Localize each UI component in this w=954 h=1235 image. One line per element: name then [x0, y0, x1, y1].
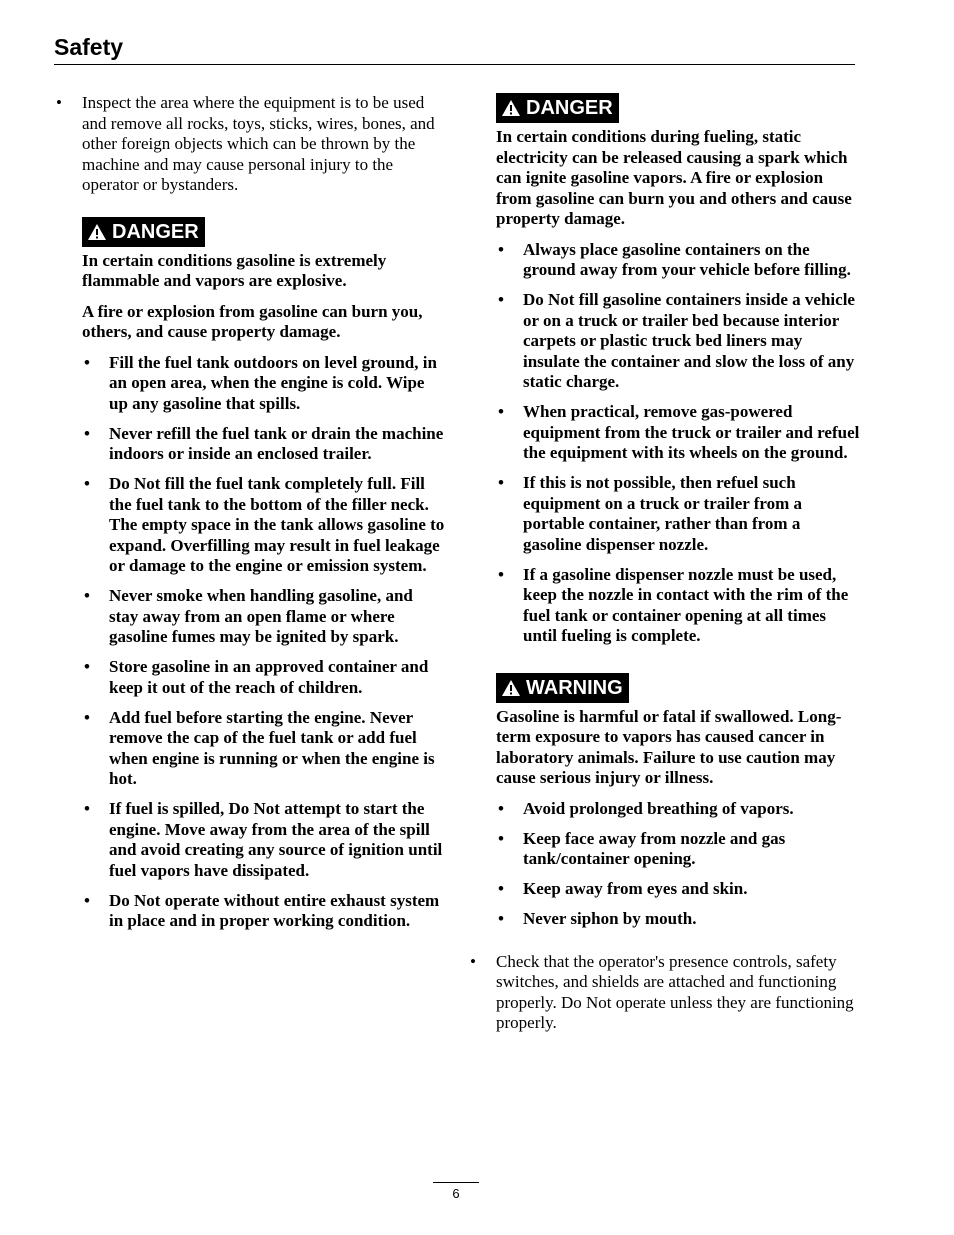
danger-label: DANGER: [526, 97, 613, 119]
list-item: • Do Not operate without entire exhaust system in place and in proper working condition.: [84, 890, 440, 930]
page-title: Safety: [54, 34, 124, 60]
bullet-dot: •: [498, 798, 504, 818]
danger-badge: [496, 93, 619, 123]
bullet-dot: •: [498, 828, 504, 848]
bullet-dot: •: [56, 93, 62, 112]
list-item: • If a gasoline dispenser nozzle must be used, keep the nozzle in contact with the rim of the fuel tank or container opening at all times until fueling is complete.: [498, 564, 849, 645]
list-item: • Keep away from eyes and skin.: [498, 879, 748, 898]
list-item: • Store gasoline in an approved container and keep it out of the reach of children.: [84, 657, 429, 697]
danger-paragraph: In certain conditions during fueling, static electricity can be released causing a spark which can ignite gasoline vapors. A fire or explosion from gasoline can burn you and others and cause property damage.: [496, 127, 852, 228]
list-item: • Never siphon by mouth.: [498, 909, 697, 928]
list-item: • Keep face away from nozzle and gas tank/container opening.: [498, 828, 786, 868]
outro-text: Check that the operator's presence controls, safety switches, and shields are attached and functioning properly. Do Not operate unless they are functioning properly.: [496, 951, 854, 1032]
list-item: • When practical, remove gas-powered equipment from the truck or trailer and refuel the equipment with its wheels on the ground.: [498, 402, 860, 462]
list-item: • Always place gasoline containers on the ground away from your vehicle before filling.: [498, 239, 851, 279]
danger-paragraph: In certain conditions gasoline is extremely flammable and vapors are explosive.: [82, 250, 387, 290]
bullet-dot: •: [498, 564, 504, 584]
danger-label: DANGER: [112, 220, 199, 243]
warning-triangle-icon: [501, 99, 521, 117]
danger-list: [82, 353, 446, 932]
outro-bullet: [470, 952, 860, 1034]
warning-paragraph: Gasoline is harmful or fatal if swallowed. Long-term exposure to vapors has caused cancer in laboratory animals. Failure to use caution may cause serious injury or illness.: [496, 706, 842, 787]
list-item: • If fuel is spilled, Do Not attempt to start the engine. Move away from the area of the spill and avoid creating any source of ignition until fuel vapors have dissipated.: [84, 799, 443, 880]
bullet-dot: •: [84, 890, 90, 910]
danger-section-right: [470, 93, 860, 647]
footer-rule: [433, 1182, 479, 1183]
bullet-dot: •: [84, 423, 90, 443]
bullet-dot: •: [470, 951, 476, 971]
list-item: • Fill the fuel tank outdoors on level ground, in an open area, when the engine is cold. Wipe up any gasoline that spills.: [84, 352, 437, 413]
bullet-dot: •: [498, 239, 504, 259]
list-item: • If this is not possible, then refuel such equipment on a truck or trailer from a portable container, rather than from a gasoline dispenser nozzle.: [498, 473, 803, 554]
list-item: • Do Not fill gasoline containers inside a vehicle or on a truck or trailer bed because interior carpets or plastic truck bed liners may insulate the container and slow the loss of any static charge.: [498, 290, 855, 391]
danger-paragraph: A fire or explosion from gasoline can burn you, others, and cause property damage.: [82, 301, 423, 341]
bullet-dot: •: [84, 352, 90, 372]
danger-list: [496, 240, 860, 647]
intro-bullet: [56, 93, 446, 196]
header-rule: [54, 64, 855, 65]
list-item: • Do Not fill the fuel tank completely full. Fill the fuel tank to the bottom of the filler neck. The empty space in the tank allows gasoline to expand. Overfilling may result in fuel leakage or damage to the engine or emission system.: [84, 474, 445, 575]
danger-badge: [82, 217, 205, 247]
list-item: • Never smoke when handling gasoline, and stay away from an open flame or where gasoline fumes may be ignited by spark.: [84, 586, 413, 646]
warning-triangle-icon: [501, 679, 521, 697]
list-item: • Never refill the fuel tank or drain the machine indoors or inside an enclosed trailer.: [84, 423, 444, 463]
warning-list: [496, 799, 860, 930]
warning-section: [470, 673, 860, 930]
warning-triangle-icon: [87, 223, 107, 241]
bullet-dot: •: [498, 879, 504, 898]
danger-section-left: [56, 217, 446, 932]
bullet-dot: •: [498, 473, 504, 492]
bullet-dot: •: [498, 909, 504, 928]
left-column: [56, 93, 446, 941]
bullet-dot: •: [84, 586, 90, 605]
page-number: 6: [452, 1186, 460, 1201]
list-item: • Add fuel before starting the engine. Never remove the cap of the fuel tank or add fuel when engine is running or when the engine is hot.: [84, 707, 435, 788]
bullet-dot: •: [498, 402, 504, 421]
intro-text: Inspect the area where the equipment is to be used and remove all rocks, toys, sticks, wires, bones, and other foreign objects which can be thrown by the machine and may cause personal injury to the operator or bystanders.: [82, 93, 435, 194]
bullet-dot: •: [84, 799, 90, 818]
right-column: [470, 93, 860, 1055]
bullet-dot: •: [84, 474, 90, 493]
warning-label: WARNING: [526, 676, 623, 699]
warning-badge: [496, 673, 629, 703]
bullet-dot: •: [84, 657, 90, 676]
list-item: • Avoid prolonged breathing of vapors.: [498, 798, 794, 818]
bullet-dot: •: [84, 707, 90, 727]
bullet-dot: •: [498, 290, 504, 309]
